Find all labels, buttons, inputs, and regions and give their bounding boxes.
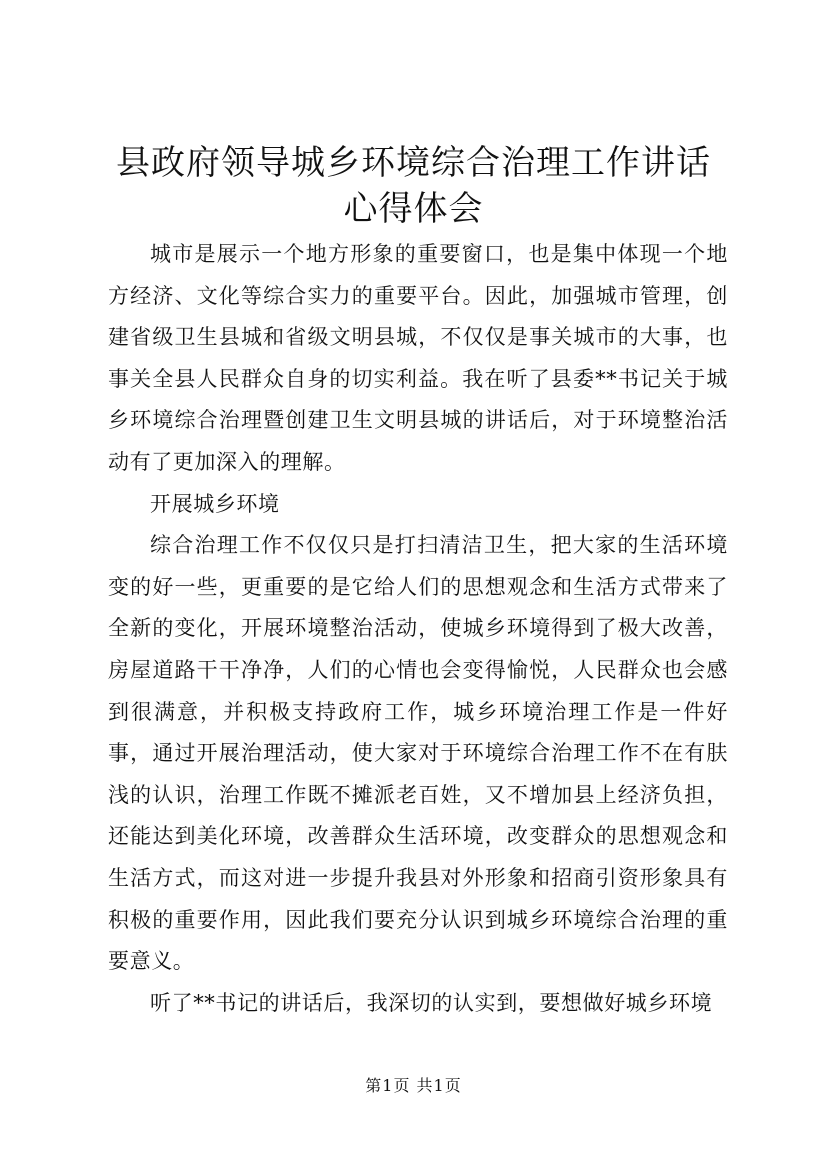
document-body [108,234,728,1024]
paragraph-intro: 城市是展示一个地方形象的重要窗口，也是集中体现一个地方经济、文化等综合实力的重要平台。因此，加强城市管理，创建省级卫生县城和省级文明县城，不仅仅是事关城市的大事，也事关全县人民群众自身的切实利益。我在听了县委**书记关于城乡环境综合治理暨创建卫生文明县城的讲话后，对于环境整治活动有了更加深入的理解。 [108,242,728,474]
paragraph-governance: 综合治理工作不仅仅只是打扫清洁卫生，把大家的生活环境变的好一些，更重要的是它给人们的思想观念和生活方式带来了全新的变化，开展环境整治活动，使城乡环境得到了极大改善，房屋道路干干净净，人们的心情也会变得愉悦，人民群众也会感到很满意，并积极支持政府工作，城乡环境治理工作是一件好事，通过开展治理活动，使大家对于环境综合治理工作不在有肤浅的认识，治理工作既不摊派老百姓，又不增加县上经济负担，还能达到美化环境，改善群众生活环境，改变群众的思想观念和生活方式，而这对进一步提升我县对外形象和招商引资形象具有积极的重要作用，因此我们要充分认识到城乡环境综合治理的重要意义。 [108,533,728,974]
section-heading: 开展城乡环境 [150,491,280,516]
page-number-footer: 第1页 共1页 [365,1076,462,1095]
document-title: 县政府领导城乡环境综合治理工作讲话心得体会 [116,143,711,229]
paragraph-reflection: 听了**书记的讲话后，我深切的认实到，要想做好城乡环境 [150,990,713,1015]
